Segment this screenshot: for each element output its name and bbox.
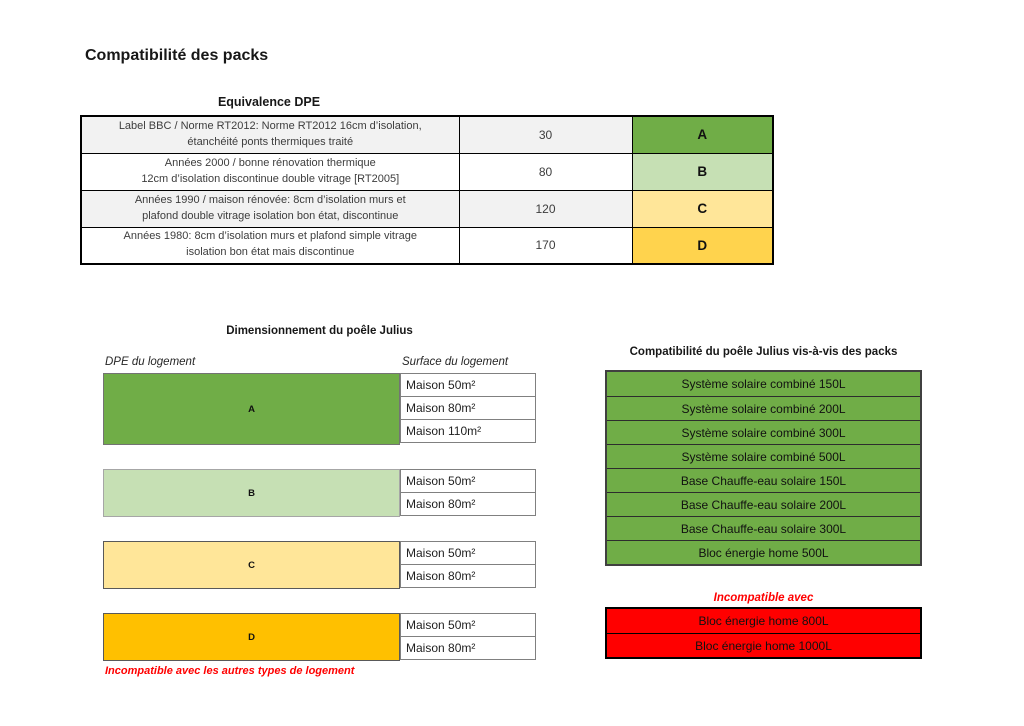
dpe-group-c <box>103 541 536 589</box>
equivalence-value: 80 <box>459 153 632 190</box>
surface-cell: Maison 80m² <box>400 636 536 660</box>
surface-column-label: Surface du logement <box>402 356 509 368</box>
pack-row: Bloc énergie home 500L <box>607 540 920 564</box>
equivalence-table <box>80 115 774 265</box>
surface-cell: Maison 50m² <box>400 469 536 493</box>
table-row <box>81 153 773 190</box>
dpe-column-label: DPE du logement <box>105 356 196 368</box>
table-row <box>81 190 773 227</box>
compatible-packs-list <box>605 370 922 566</box>
equivalence-value: 170 <box>459 227 632 264</box>
table-row <box>81 116 773 153</box>
equivalence-description: Années 1990 / maison rénovée: 8cm d’isolation murs et plafond double vitrage isolation bon état, discontinue <box>81 190 459 227</box>
pack-row: Système solaire combiné 500L <box>607 444 920 468</box>
surface-cell: Maison 50m² <box>400 541 536 565</box>
dpe-grade-block: B <box>103 469 400 517</box>
surface-cell: Maison 110m² <box>400 419 536 443</box>
surface-cell: Maison 80m² <box>400 564 536 588</box>
dpe-grade-block: D <box>103 613 400 661</box>
dpe-group-a <box>103 373 536 445</box>
dpe-grade-cell: B <box>632 153 773 190</box>
equivalence-description: Années 1980: 8cm d’isolation murs et plafond simple vitrage isolation bon état mais discontinue <box>81 227 459 264</box>
pack-row: Système solaire combiné 150L <box>607 372 920 396</box>
incompatible-packs-list <box>605 607 922 659</box>
dpe-group-d <box>103 613 536 661</box>
surface-cell: Maison 50m² <box>400 373 536 397</box>
pack-row: Bloc énergie home 800L <box>607 609 920 633</box>
dpe-grade-cell: C <box>632 190 773 227</box>
page-title: Compatibilité des packs <box>85 47 269 64</box>
compatibilite-heading: Compatibilité du poêle Julius vis-à-vis des packs <box>629 346 898 358</box>
pack-row: Bloc énergie home 1000L <box>607 633 920 657</box>
surface-list <box>400 373 536 445</box>
dpe-grade-block: C <box>103 541 400 589</box>
pack-row: Base Chauffe-eau solaire 200L <box>607 492 920 516</box>
pack-row: Base Chauffe-eau solaire 150L <box>607 468 920 492</box>
dpe-grade-cell: A <box>632 116 773 153</box>
pack-row: Système solaire combiné 300L <box>607 420 920 444</box>
incompatible-label: Incompatible avec <box>713 592 814 604</box>
equivalence-description: Label BBC / Norme RT2012: Norme RT2012 16cm d’isolation, étanchéité ponts thermiques traité <box>81 116 459 153</box>
equivalence-value: 120 <box>459 190 632 227</box>
incompatible-logement-note: Incompatible avec les autres types de logement <box>105 665 355 677</box>
surface-cell: Maison 50m² <box>400 613 536 637</box>
dimensionnement-heading: Dimensionnement du poêle Julius <box>226 325 413 337</box>
pack-row: Base Chauffe-eau solaire 300L <box>607 516 920 540</box>
equivalence-description: Années 2000 / bonne rénovation thermique 12cm d’isolation discontinue double vitrage [RT2005] <box>81 153 459 190</box>
pack-row: Système solaire combiné 200L <box>607 396 920 420</box>
dpe-grade-cell: D <box>632 227 773 264</box>
surface-list <box>400 613 536 661</box>
dpe-grade-block: A <box>103 373 400 445</box>
equivalence-heading: Equivalence DPE <box>217 95 321 109</box>
surface-list <box>400 541 536 589</box>
surface-cell: Maison 80m² <box>400 492 536 516</box>
surface-list <box>400 469 536 517</box>
dpe-group-b <box>103 469 536 517</box>
table-row <box>81 227 773 264</box>
equivalence-value: 30 <box>459 116 632 153</box>
surface-cell: Maison 80m² <box>400 396 536 420</box>
